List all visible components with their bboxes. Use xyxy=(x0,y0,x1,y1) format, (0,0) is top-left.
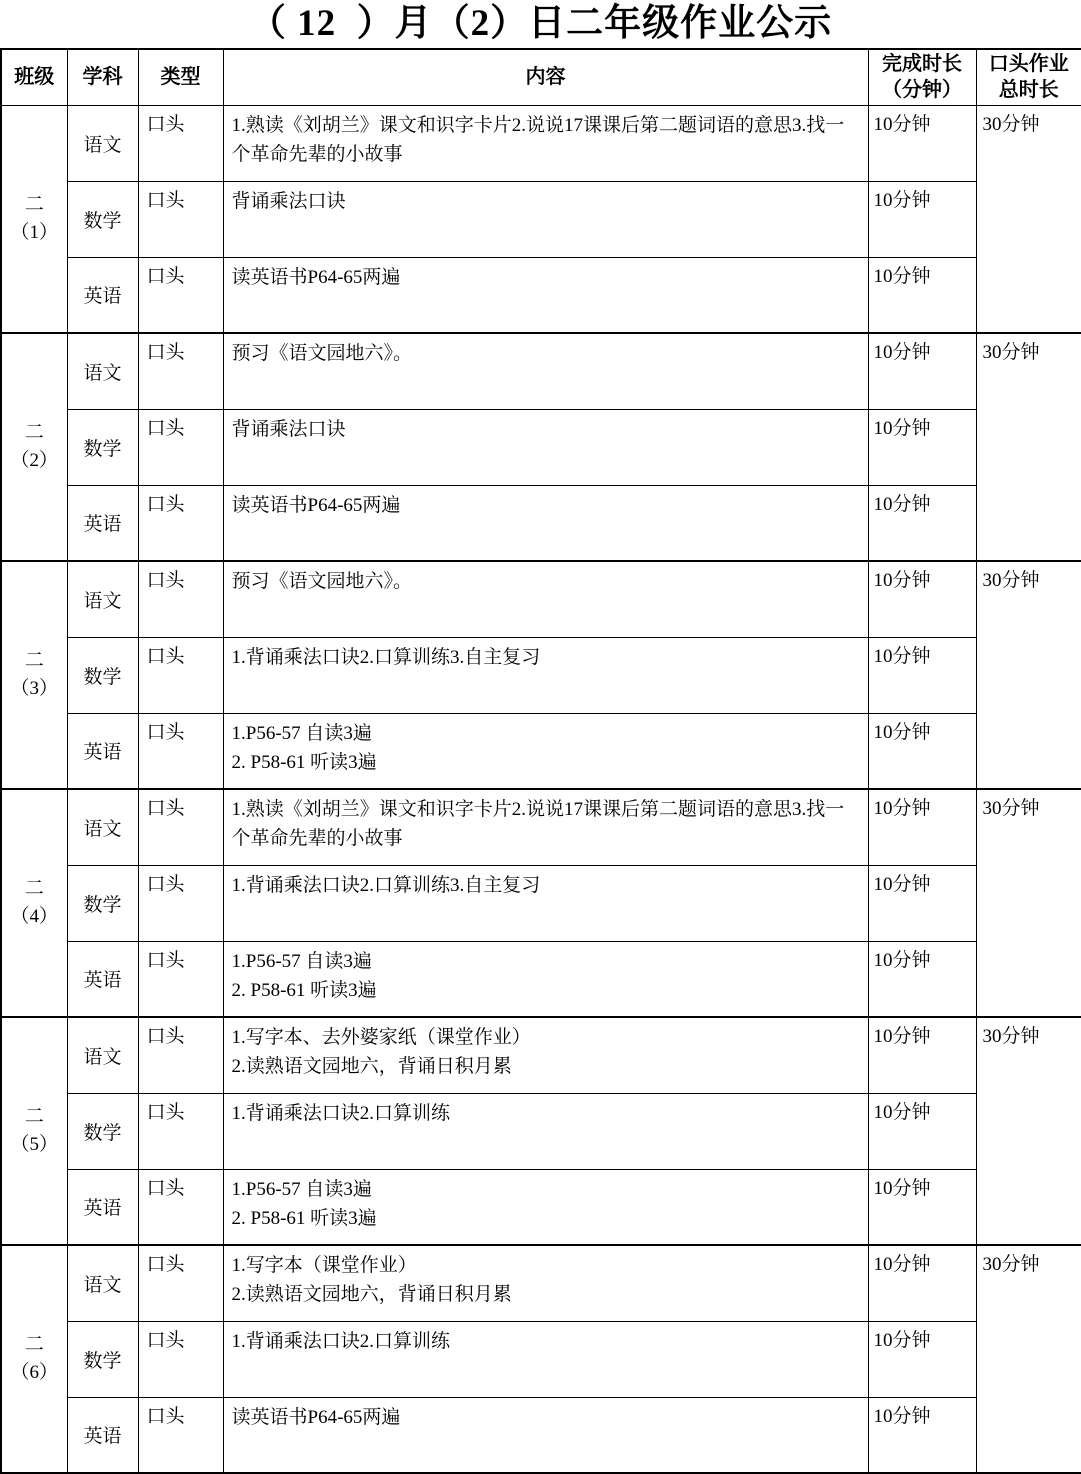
subject-cell: 英语 xyxy=(67,485,138,561)
header-class: 班级 xyxy=(1,49,67,105)
header-subject: 学科 xyxy=(67,49,138,105)
type-cell: 口头 xyxy=(138,1169,223,1245)
table-row xyxy=(1,713,1081,789)
table-row xyxy=(1,561,1081,637)
content-cell: 预习《语文园地六》。 xyxy=(223,561,868,637)
table-row xyxy=(1,789,1081,865)
header-content: 内容 xyxy=(223,49,868,105)
table-row xyxy=(1,1321,1081,1397)
type-cell: 口头 xyxy=(138,561,223,637)
content-cell: 1.写字本（课堂作业） 2.读熟语文园地六，背诵日积月累 xyxy=(223,1245,868,1321)
type-cell: 口头 xyxy=(138,1245,223,1321)
type-cell: 口头 xyxy=(138,1397,223,1473)
duration-cell: 10分钟 xyxy=(868,1017,976,1093)
subject-cell: 英语 xyxy=(67,713,138,789)
subject-cell: 英语 xyxy=(67,257,138,333)
class-cell: 二 （5） xyxy=(1,1017,67,1245)
table-row xyxy=(1,1093,1081,1169)
type-cell: 口头 xyxy=(138,1017,223,1093)
type-cell: 口头 xyxy=(138,865,223,941)
subject-cell: 英语 xyxy=(67,941,138,1017)
header-type: 类型 xyxy=(138,49,223,105)
table-row xyxy=(1,409,1081,485)
content-cell: 背诵乘法口诀 xyxy=(223,181,868,257)
type-cell: 口头 xyxy=(138,713,223,789)
duration-cell: 10分钟 xyxy=(868,1321,976,1397)
content-cell: 1.写字本、去外婆家纸（课堂作业） 2.读熟语文园地六，背诵日积月累 xyxy=(223,1017,868,1093)
type-cell: 口头 xyxy=(138,1093,223,1169)
subject-cell: 语文 xyxy=(67,561,138,637)
table-row xyxy=(1,181,1081,257)
subject-cell: 数学 xyxy=(67,1321,138,1397)
type-cell: 口头 xyxy=(138,1321,223,1397)
table-row xyxy=(1,257,1081,333)
class-cell: 二 （1） xyxy=(1,105,67,333)
duration-cell: 10分钟 xyxy=(868,561,976,637)
content-cell: 1.背诵乘法口诀2.口算训练 xyxy=(223,1093,868,1169)
content-cell: 1.背诵乘法口诀2.口算训练3.自主复习 xyxy=(223,637,868,713)
total-duration-cell: 30分钟 xyxy=(976,1245,1081,1473)
table-row xyxy=(1,105,1081,181)
content-cell: 读英语书P64-65两遍 xyxy=(223,1397,868,1473)
duration-cell: 10分钟 xyxy=(868,333,976,409)
subject-cell: 数学 xyxy=(67,637,138,713)
type-cell: 口头 xyxy=(138,409,223,485)
duration-cell: 10分钟 xyxy=(868,865,976,941)
total-duration-cell: 30分钟 xyxy=(976,1017,1081,1245)
type-cell: 口头 xyxy=(138,105,223,181)
duration-cell: 10分钟 xyxy=(868,1169,976,1245)
content-cell: 1.背诵乘法口诀2.口算训练 xyxy=(223,1321,868,1397)
class-cell: 二 （4） xyxy=(1,789,67,1017)
duration-cell: 10分钟 xyxy=(868,105,976,181)
subject-cell: 数学 xyxy=(67,1093,138,1169)
content-cell: 预习《语文园地六》。 xyxy=(223,333,868,409)
table-row xyxy=(1,1017,1081,1093)
content-cell: 读英语书P64-65两遍 xyxy=(223,257,868,333)
subject-cell: 数学 xyxy=(67,181,138,257)
duration-cell: 10分钟 xyxy=(868,637,976,713)
table-row xyxy=(1,333,1081,409)
duration-cell: 10分钟 xyxy=(868,941,976,1017)
duration-cell: 10分钟 xyxy=(868,1093,976,1169)
subject-cell: 语文 xyxy=(67,1017,138,1093)
duration-cell: 10分钟 xyxy=(868,1397,976,1473)
content-cell: 1.熟读《刘胡兰》课文和识字卡片2.说说17课课后第二题词语的意思3.找一个革命先辈的小故事 xyxy=(223,789,868,865)
type-cell: 口头 xyxy=(138,637,223,713)
total-duration-cell: 30分钟 xyxy=(976,105,1081,333)
table-row xyxy=(1,485,1081,561)
type-cell: 口头 xyxy=(138,257,223,333)
total-duration-cell: 30分钟 xyxy=(976,789,1081,1017)
duration-cell: 10分钟 xyxy=(868,1245,976,1321)
duration-cell: 10分钟 xyxy=(868,789,976,865)
type-cell: 口头 xyxy=(138,789,223,865)
content-cell: 1.熟读《刘胡兰》课文和识字卡片2.说说17课课后第二题词语的意思3.找一个革命先辈的小故事 xyxy=(223,105,868,181)
subject-cell: 英语 xyxy=(67,1169,138,1245)
subject-cell: 语文 xyxy=(67,789,138,865)
total-duration-cell: 30分钟 xyxy=(976,333,1081,561)
content-cell: 1.P56-57 自读3遍 2. P58-61 听读3遍 xyxy=(223,941,868,1017)
content-cell: 读英语书P64-65两遍 xyxy=(223,485,868,561)
table-row xyxy=(1,1169,1081,1245)
duration-cell: 10分钟 xyxy=(868,181,976,257)
header-duration: 完成时长 （分钟） xyxy=(868,49,976,105)
type-cell: 口头 xyxy=(138,941,223,1017)
duration-cell: 10分钟 xyxy=(868,257,976,333)
subject-cell: 语文 xyxy=(67,1245,138,1321)
duration-cell: 10分钟 xyxy=(868,409,976,485)
class-cell: 二 （2） xyxy=(1,333,67,561)
subject-cell: 语文 xyxy=(67,105,138,181)
total-duration-cell: 30分钟 xyxy=(976,561,1081,789)
duration-cell: 10分钟 xyxy=(868,485,976,561)
content-cell: 1.P56-57 自读3遍 2. P58-61 听读3遍 xyxy=(223,713,868,789)
subject-cell: 数学 xyxy=(67,865,138,941)
subject-cell: 语文 xyxy=(67,333,138,409)
table-row xyxy=(1,941,1081,1017)
type-cell: 口头 xyxy=(138,485,223,561)
type-cell: 口头 xyxy=(138,181,223,257)
table-row xyxy=(1,1397,1081,1473)
subject-cell: 英语 xyxy=(67,1397,138,1473)
homework-table xyxy=(0,48,1081,1474)
type-cell: 口头 xyxy=(138,333,223,409)
class-cell: 二 （6） xyxy=(1,1245,67,1473)
table-row xyxy=(1,637,1081,713)
subject-cell: 数学 xyxy=(67,409,138,485)
header-row xyxy=(1,49,1081,105)
table-row xyxy=(1,865,1081,941)
duration-cell: 10分钟 xyxy=(868,713,976,789)
content-cell: 背诵乘法口诀 xyxy=(223,409,868,485)
table-row xyxy=(1,1245,1081,1321)
page-title: （ 12 ）月（2）日二年级作业公示 xyxy=(248,3,833,44)
header-total: 口头作业 总时长 xyxy=(976,49,1081,105)
content-cell: 1.P56-57 自读3遍 2. P58-61 听读3遍 xyxy=(223,1169,868,1245)
content-cell: 1.背诵乘法口诀2.口算训练3.自主复习 xyxy=(223,865,868,941)
class-cell: 二 （3） xyxy=(1,561,67,789)
